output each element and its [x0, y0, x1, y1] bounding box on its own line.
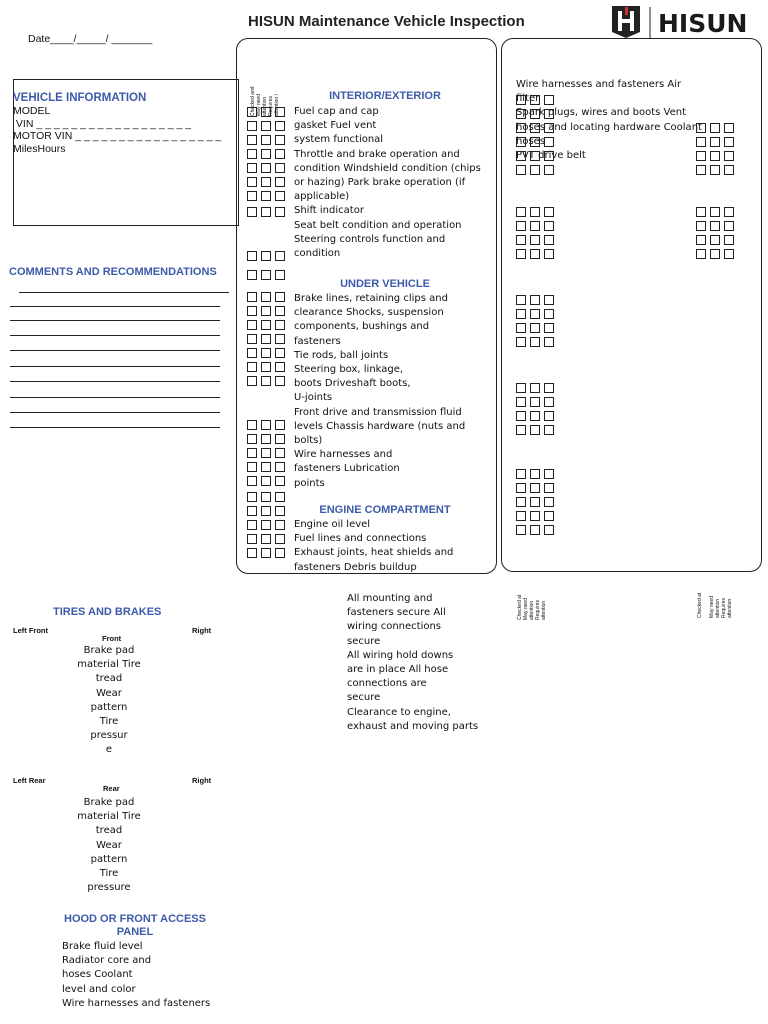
comment-line[interactable]: [10, 381, 220, 382]
logo-text: HISUN: [658, 9, 748, 38]
checkbox[interactable]: [530, 109, 540, 119]
checkbox[interactable]: [516, 295, 526, 305]
checkbox[interactable]: [544, 497, 554, 507]
checkbox[interactable]: [544, 249, 554, 259]
checkbox[interactable]: [247, 292, 257, 302]
comment-line[interactable]: [10, 366, 220, 367]
interior-title: INTERIOR/EXTERIOR: [329, 90, 441, 102]
checkbox[interactable]: [544, 165, 554, 175]
checkbox[interactable]: [530, 295, 540, 305]
comment-line[interactable]: [10, 350, 220, 351]
checkbox[interactable]: [516, 249, 526, 259]
checkbox[interactable]: [516, 95, 526, 105]
checkbox[interactable]: [544, 207, 554, 217]
checkbox[interactable]: [530, 483, 540, 493]
checkbox[interactable]: [530, 309, 540, 319]
checkbox[interactable]: [261, 306, 271, 316]
checkbox[interactable]: [261, 107, 271, 117]
left-front-label: Left Front: [13, 626, 48, 635]
checkbox[interactable]: [696, 137, 706, 147]
checkbox[interactable]: [275, 434, 285, 444]
interior-items: Fuel cap and cap gasket Fuel vent system functional Throttle and brake operation and condition Windshield condition (chips or hazing) Park brake operation (if applicable) Shift indicator Seat belt condition and operation Steering controls function and condition: [294, 106, 481, 260]
checkbox[interactable]: [261, 548, 271, 558]
checkbox[interactable]: [530, 95, 540, 105]
checkbox[interactable]: [275, 362, 285, 372]
checkbox[interactable]: [544, 109, 554, 119]
checkbox[interactable]: [696, 123, 706, 133]
checkbox[interactable]: [530, 323, 540, 333]
checkbox[interactable]: [530, 123, 540, 133]
rear-tire-items: Brake pad material Tire tread Wear pattern Tire pressure: [77, 797, 141, 894]
checkbox[interactable]: [696, 249, 706, 259]
checkbox[interactable]: [530, 469, 540, 479]
checkbox[interactable]: [516, 383, 526, 393]
checkbox[interactable]: [710, 249, 720, 259]
checkbox[interactable]: [530, 137, 540, 147]
checkbox[interactable]: [544, 151, 554, 161]
checkbox[interactable]: [247, 121, 257, 131]
checkbox[interactable]: [516, 483, 526, 493]
checkbox[interactable]: [275, 135, 285, 145]
checkbox[interactable]: [724, 221, 734, 231]
checkbox[interactable]: [516, 323, 526, 333]
checkbox[interactable]: [516, 165, 526, 175]
checkbox[interactable]: [696, 151, 706, 161]
engine-items: Engine oil level Fuel lines and connections Exhaust joints, heat shields and fasteners Debris buildup: [294, 519, 454, 573]
tires-title: TIRES AND BRAKES: [53, 606, 162, 618]
checkbox[interactable]: [261, 520, 271, 530]
checkbox[interactable]: [261, 270, 271, 280]
checkbox[interactable]: [247, 434, 257, 444]
checkbox[interactable]: [275, 462, 285, 472]
checkbox[interactable]: [275, 334, 285, 344]
checkbox[interactable]: [724, 151, 734, 161]
checkbox[interactable]: [724, 235, 734, 245]
under-vehicle-items: Brake lines, retaining clips and clearance Shocks, suspension components, bushings and fasteners Tie rods, ball joints Steering box, linkage, boots Driveshaft boots, U-joints Front drive and transmission fluid levels Chassis hardware (nuts and bolts) Wire harnesses and fasteners Lubrication points: [294, 293, 466, 489]
checkbox[interactable]: [275, 376, 285, 386]
checkbox[interactable]: [275, 476, 285, 486]
checkbox[interactable]: [247, 520, 257, 530]
checkbox[interactable]: [261, 334, 271, 344]
checkbox[interactable]: [247, 492, 257, 502]
checkbox[interactable]: [261, 348, 271, 358]
checkbox[interactable]: [247, 334, 257, 344]
checkbox[interactable]: [261, 362, 271, 372]
checkbox[interactable]: [247, 376, 257, 386]
checkbox[interactable]: [544, 411, 554, 421]
checkbox[interactable]: [261, 506, 271, 516]
checkbox[interactable]: [261, 448, 271, 458]
checkbox[interactable]: [530, 425, 540, 435]
comment-line[interactable]: [10, 427, 220, 428]
checkbox[interactable]: [544, 483, 554, 493]
checkbox[interactable]: [544, 337, 554, 347]
checkbox[interactable]: [516, 511, 526, 521]
checkbox[interactable]: [696, 165, 706, 175]
checkbox[interactable]: [261, 121, 271, 131]
checkbox[interactable]: [275, 492, 285, 502]
checkbox[interactable]: [261, 135, 271, 145]
checkbox[interactable]: [516, 469, 526, 479]
checkbox[interactable]: [275, 251, 285, 261]
checkbox[interactable]: [261, 292, 271, 302]
checkbox[interactable]: [544, 235, 554, 245]
checkbox[interactable]: [530, 383, 540, 393]
checkbox[interactable]: [247, 320, 257, 330]
checkbox[interactable]: [247, 348, 257, 358]
checkbox[interactable]: [544, 137, 554, 147]
checkbox[interactable]: [247, 548, 257, 558]
checkbox[interactable]: [544, 95, 554, 105]
checkbox[interactable]: [544, 123, 554, 133]
left-rear-label: Left Rear: [13, 776, 46, 785]
checkbox[interactable]: [275, 163, 285, 173]
checkbox[interactable]: [724, 207, 734, 217]
checkbox[interactable]: [530, 221, 540, 231]
column-header-right-b: Checked at May need attention Requires attention: [697, 592, 733, 618]
checkbox[interactable]: [261, 251, 271, 261]
comment-line[interactable]: [10, 320, 220, 321]
checkbox[interactable]: [275, 191, 285, 201]
checkbox[interactable]: [247, 177, 257, 187]
checkbox[interactable]: [275, 107, 285, 117]
checkbox[interactable]: [516, 123, 526, 133]
checkbox[interactable]: [530, 165, 540, 175]
checkbox[interactable]: [710, 151, 720, 161]
checkbox[interactable]: [724, 165, 734, 175]
checkbox[interactable]: [516, 109, 526, 119]
checkbox[interactable]: [247, 306, 257, 316]
checkbox[interactable]: [275, 548, 285, 558]
checkbox[interactable]: [544, 221, 554, 231]
checkbox[interactable]: [516, 309, 526, 319]
checkbox[interactable]: [275, 292, 285, 302]
comments-title: COMMENTS AND RECOMMENDATIONS: [9, 266, 217, 278]
checkbox[interactable]: [724, 137, 734, 147]
checkbox[interactable]: [247, 163, 257, 173]
checkbox[interactable]: [544, 383, 554, 393]
checkbox[interactable]: [247, 506, 257, 516]
checkbox[interactable]: [275, 448, 285, 458]
comment-line[interactable]: [10, 306, 220, 307]
checkbox[interactable]: [261, 492, 271, 502]
checkbox[interactable]: [247, 420, 257, 430]
vehicle-info-fields[interactable]: MODEL VIN _ _ _ _ _ _ _ _ _ _ _ _ _ _ _ _ _ _ MOTOR VIN _ _ _ _ _ _ _ _ _ _ _ _ _ _ _ _ _ MilesHours: [13, 105, 222, 155]
checkbox[interactable]: [530, 235, 540, 245]
checkbox[interactable]: [516, 411, 526, 421]
checkbox[interactable]: [516, 397, 526, 407]
hood-title: HOOD OR FRONT ACCESS PANEL: [64, 913, 206, 938]
checkbox[interactable]: [530, 151, 540, 161]
front-label: Front: [102, 634, 122, 643]
checkbox[interactable]: [275, 320, 285, 330]
checkbox[interactable]: [247, 534, 257, 544]
checkbox[interactable]: [724, 123, 734, 133]
checkbox[interactable]: [261, 191, 271, 201]
checkbox[interactable]: [516, 497, 526, 507]
checkbox[interactable]: [710, 123, 720, 133]
hisun-logo: [610, 4, 750, 40]
checkbox[interactable]: [247, 362, 257, 372]
checkbox[interactable]: [275, 270, 285, 280]
checkbox[interactable]: [275, 121, 285, 131]
checkbox[interactable]: [247, 476, 257, 486]
right-front-label: Right: [192, 626, 212, 635]
rear-label: Rear: [103, 784, 120, 793]
comment-line[interactable]: [19, 292, 229, 293]
checkbox[interactable]: [544, 525, 554, 535]
comment-line[interactable]: [10, 335, 220, 336]
checkbox[interactable]: [247, 207, 257, 217]
checkbox[interactable]: [530, 337, 540, 347]
checkbox[interactable]: [247, 135, 257, 145]
front-tire-items: Brake pad material Tire tread Wear pattern Tire pressur e: [77, 645, 141, 756]
checkbox[interactable]: [544, 323, 554, 333]
right-rear-label: Right: [192, 776, 212, 785]
checkbox[interactable]: [247, 462, 257, 472]
checkbox[interactable]: [275, 520, 285, 530]
checkbox[interactable]: [261, 420, 271, 430]
checkbox[interactable]: [544, 309, 554, 319]
checkbox[interactable]: [261, 207, 271, 217]
checkbox[interactable]: [710, 235, 720, 245]
checkbox[interactable]: [261, 149, 271, 159]
checkbox[interactable]: [261, 376, 271, 386]
checkbox[interactable]: [247, 251, 257, 261]
checkbox[interactable]: [261, 320, 271, 330]
checkbox[interactable]: [516, 337, 526, 347]
date-field[interactable]: Date____/_____/ _______: [28, 33, 153, 45]
checkbox[interactable]: [530, 249, 540, 259]
checkbox[interactable]: [710, 221, 720, 231]
checkbox[interactable]: [247, 448, 257, 458]
checkbox[interactable]: [516, 207, 526, 217]
checkbox[interactable]: [516, 137, 526, 147]
checkbox[interactable]: [724, 249, 734, 259]
checkbox[interactable]: [247, 149, 257, 159]
comment-line[interactable]: [10, 412, 220, 413]
checkbox[interactable]: [710, 207, 720, 217]
checkbox[interactable]: [544, 425, 554, 435]
column-header-right-a: Checked at May need attention Requires attention: [517, 594, 547, 620]
checkbox[interactable]: [275, 207, 285, 217]
checkbox[interactable]: [247, 270, 257, 280]
mounting-items: All mounting and fasteners secure All wiring connections secure All wiring hold downs are in place All hose connections are secure Clearance to engine, exhaust and moving parts: [347, 593, 479, 732]
checkbox[interactable]: [261, 462, 271, 472]
comment-line[interactable]: [10, 397, 220, 398]
checkbox[interactable]: [696, 235, 706, 245]
checkbox[interactable]: [261, 163, 271, 173]
checkbox[interactable]: [247, 107, 257, 117]
checkbox[interactable]: [530, 511, 540, 521]
checkbox[interactable]: [275, 506, 285, 516]
engine-title: ENGINE COMPARTMENT: [319, 504, 451, 516]
checkbox[interactable]: [275, 149, 285, 159]
checkbox[interactable]: [516, 221, 526, 231]
checkbox[interactable]: [530, 525, 540, 535]
checkbox[interactable]: [261, 434, 271, 444]
checkbox[interactable]: [516, 525, 526, 535]
page-title: HISUN Maintenance Vehicle Inspection: [248, 13, 525, 30]
checkbox[interactable]: [530, 397, 540, 407]
checkbox[interactable]: [275, 534, 285, 544]
checkbox[interactable]: [530, 411, 540, 421]
column-header-left: Checked and May need attention Requires attention /: [250, 86, 280, 116]
checkbox[interactable]: [516, 235, 526, 245]
checkbox[interactable]: [261, 476, 271, 486]
checkbox[interactable]: [247, 191, 257, 201]
checkbox[interactable]: [696, 221, 706, 231]
checkbox[interactable]: [516, 425, 526, 435]
vehicle-info-title: VEHICLE INFORMATION: [13, 92, 147, 104]
under-vehicle-title: UNDER VEHICLE: [340, 278, 430, 290]
checkbox[interactable]: [275, 420, 285, 430]
checkbox[interactable]: [544, 469, 554, 479]
checkbox[interactable]: [710, 165, 720, 175]
checkbox[interactable]: [275, 348, 285, 358]
checkbox[interactable]: [696, 207, 706, 217]
checkbox[interactable]: [530, 207, 540, 217]
checkbox[interactable]: [516, 151, 526, 161]
logo-icon: [610, 4, 750, 40]
checkbox[interactable]: [544, 397, 554, 407]
checkbox[interactable]: [530, 497, 540, 507]
hood-items: Brake fluid level Radiator core and hoses Coolant level and color Wire harnesses and fasteners: [62, 941, 211, 1009]
checkbox[interactable]: [261, 177, 271, 187]
checkbox[interactable]: [544, 511, 554, 521]
checkbox[interactable]: [710, 137, 720, 147]
checkbox[interactable]: [275, 306, 285, 316]
checkbox[interactable]: [275, 177, 285, 187]
right-panel-items: Wire harnesses and fasteners Air filter Spark plugs, wires and boots Vent hoses and locating hardware Coolant hoses PVT drive belt: [516, 79, 702, 162]
checkbox[interactable]: [544, 295, 554, 305]
checkbox[interactable]: [261, 534, 271, 544]
